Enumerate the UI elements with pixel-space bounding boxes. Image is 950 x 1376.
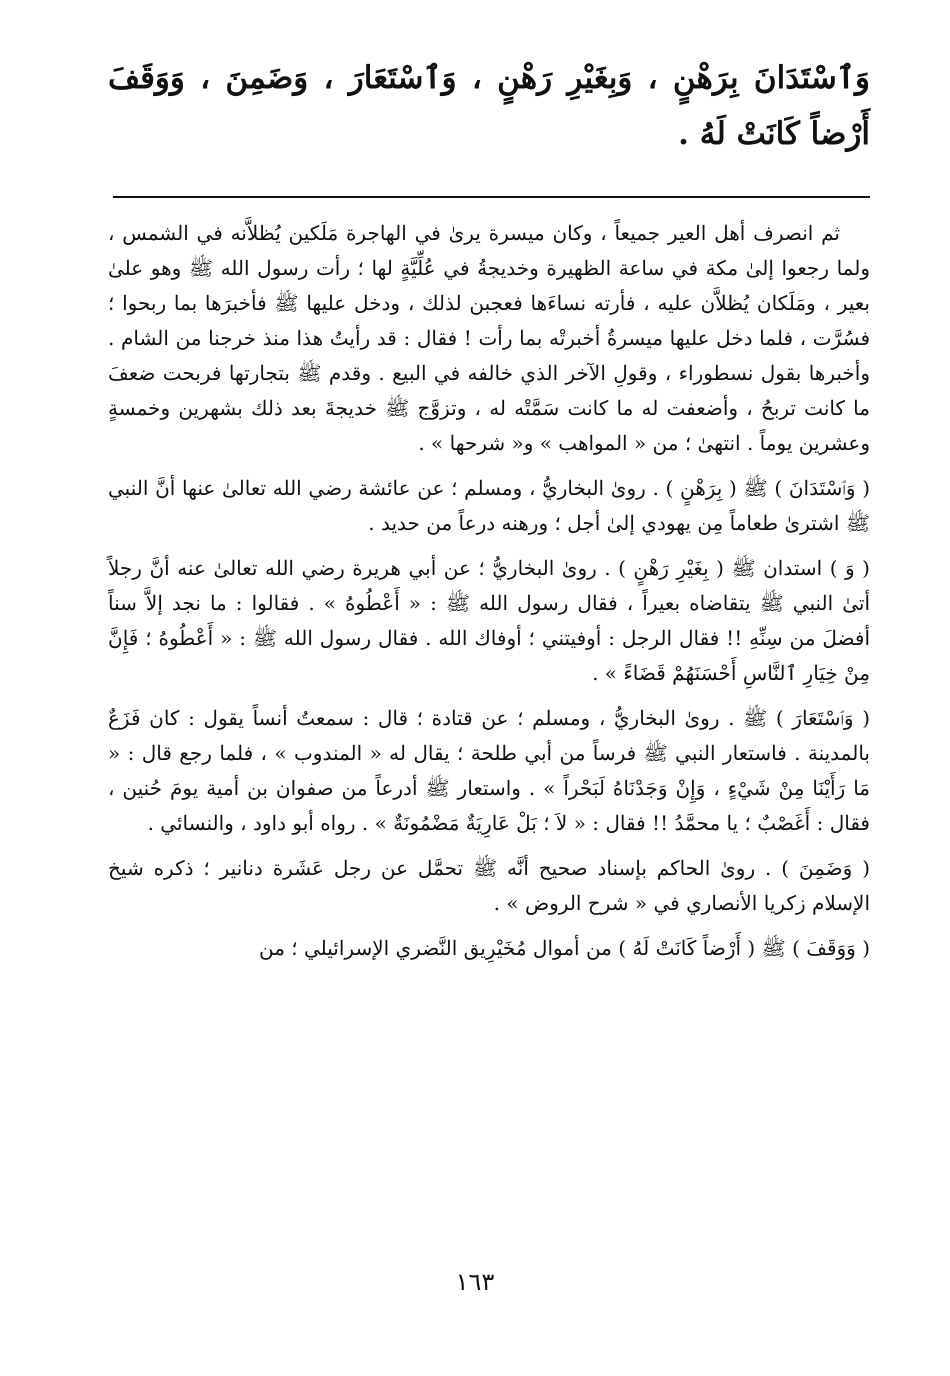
page-number: ١٦٣ bbox=[455, 1268, 495, 1296]
book-page bbox=[108, 50, 870, 1350]
commentary-paragraph-2: ( وَٱسْتَدَانَ ) ﷺ ( بِرَهْنٍ ) . روىٰ البخاريُّ ، ومسلم ؛ عن عائشة رضي الله تعالىٰ عنها أنَّ النبي ﷺ اشترىٰ طعاماً مِن يهودي إلىٰ أجل ؛ ورهنه درعاً من حديد . bbox=[108, 476, 870, 535]
commentary-paragraph-1: ثم انصرف أهل العير جميعاً ، وكان ميسرة يرىٰ في الهاجرة مَلَكين يُظلاَّنه في الشمس ، ولما رجعوا إلىٰ مكة في ساعة الظهيرة وخديجةُ في عُلِّيَّةٍ لها ؛ رأت رسول الله ﷺ وهو علىٰ بعير ، ومَلَكان يُظلاَّن عليه ، فأرته نساءَها فعجبن لذلك ، ودخل عليها ﷺ فأخبرَها بما ربحوا ؛ فسُرَّت ، فلما دخل عليها ميسرةُ أخبرتْه بما رأت ! فقال : قد رأيتُ هذا منذ خرجنا من الشام . وأخبرها بقول نسطوراء ، وقولِ الآخر الذي خالفه في البيع . وقدم ﷺ بتجارتها فربحت ضعفَ ما كانت تربحُ ، وأضعفت له ما كانت سَمَّتْه له ، وتزوَّج ﷺ خديجةَ بعد ذلك بشهرين وخمسةٍ وعشرين يوماً . انتهىٰ ؛ من « المواهب » و« شرحها » . bbox=[108, 221, 870, 455]
commentary-paragraph-6: ( وَوَقَفَ ) ﷺ ( أَرْضاً كَانَتْ لَهُ ) من أموال مُخَيْرِيق النَّضري الإسرائيلي ؛ من bbox=[258, 936, 870, 960]
matn-text: وَٱسْتَدَانَ بِرَهْنٍ ، وَبِغَيْرِ رَهْنٍ ، وَٱسْتَعَارَ ، وَضَمِنَ ، وَوَقَفَ أَرْضاً كَانَتْ لَهُ . bbox=[108, 60, 870, 152]
commentary-paragraph-3: ( وَ ) استدان ﷺ ( بِغَيْرِ رَهْنٍ ) . روىٰ البخاريُّ ؛ عن أبي هريرة رضي الله تعالىٰ عنه أنَّ رجلاً أتىٰ النبي ﷺ يتقاضاه بعيراً ، فقال رسول الله ﷺ : « أَعْطُوهُ » . فقالوا : ما نجد إلاَّ سناً أفضلَ من سِنِّهِ !! فقال الرجل : أوفيتني ؛ أوفاك الله . فقال رسول الله ﷺ : « أَعْطُوهُ ؛ فَإِنَّ مِنْ خِيَارِ ٱلنَّاسِ أَحْسَنَهُمْ قَضَاءً » . bbox=[108, 556, 870, 685]
separator-rule bbox=[113, 196, 870, 198]
commentary-paragraph-5: ( وَضَمِنَ ) . روىٰ الحاكم بإسناد صحيح أنَّه ﷺ تحمَّل عن رجل عَشَرة دنانير ؛ ذكره شيخ الإسلام زكريا الأنصاري في « شرح الروض » . bbox=[108, 856, 870, 915]
commentary-paragraph-4: ( وَٱسْتَعَارَ ) ﷺ . روىٰ البخاريُّ ، ومسلم ؛ عن قتادة ؛ قال : سمعتُ أنساً يقول : كان فَزَعٌ بالمدينة . فاستعار النبي ﷺ فرساً من أبي طلحة ؛ يقال له « المندوب » ، فلما رجع قال : « مَا رَأَيْنَا مِنْ شَيْءٍ ، وَإِنْ وَجَدْنَاهُ لَبَحْراً » . واستعار ﷺ أدرعاً من صفوان بن أمية يومَ حُنين ، فقال : أَغَصْبٌ ؛ يا محمَّدُ !! فقال : « لاَ ؛ بَلْ عَارِيَةٌ مَضْمُونَةٌ » . رواه أبو داود ، والنسائي . bbox=[108, 706, 870, 835]
